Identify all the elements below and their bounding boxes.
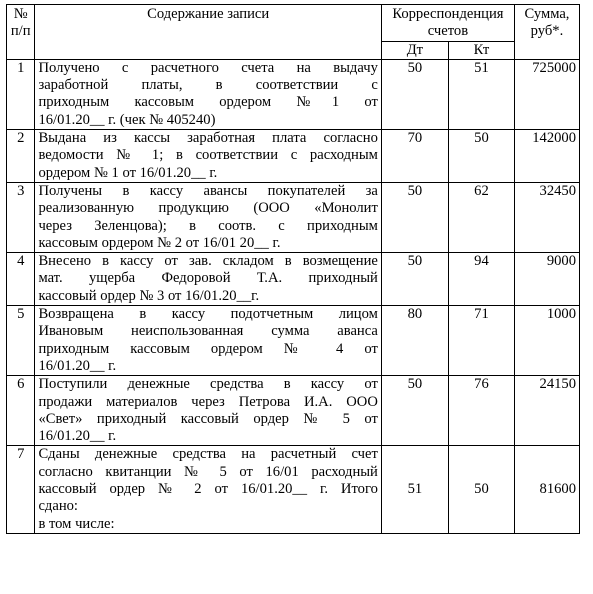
description-line: заработной платы, в соответствии с <box>38 77 378 94</box>
header-row <box>7 5 580 42</box>
table-body <box>7 59 580 533</box>
row-description <box>35 182 381 252</box>
row-amount: 81600 <box>514 446 579 533</box>
row-amount: 32450 <box>514 182 579 252</box>
table-row <box>7 253 580 306</box>
table-row <box>7 306 580 376</box>
row-number: 5 <box>7 306 35 376</box>
description-line: кассовым ордером № 2 от 16/01 20__ г. <box>38 234 281 251</box>
description-line: 16/01.20__ г. (чек № 405240) <box>38 111 216 128</box>
table-row <box>7 376 580 446</box>
row-description <box>35 376 381 446</box>
row-number: 7 <box>7 446 35 533</box>
row-amount: 9000 <box>514 253 579 306</box>
description-line: кассовый ордер № 3 от 16/01.20__г. <box>38 287 260 304</box>
description-line: Поступили денежные средства в кассу от <box>38 376 378 393</box>
description-line: приходным кассовым ордером №1 от <box>38 94 378 111</box>
row-description <box>35 253 381 306</box>
row-credit-account: 62 <box>448 182 514 252</box>
table-row <box>7 59 580 129</box>
header-sum-line2: руб*. <box>530 23 564 40</box>
header-correspondence <box>381 5 514 42</box>
description-line: реализованную продукцию (ООО «Монолит <box>38 200 378 217</box>
header-correspondence-line1: Корреспонденция <box>392 6 504 22</box>
description-line: мат. ущерба Федоровой Т.А. приходный <box>38 270 378 287</box>
table-row <box>7 130 580 183</box>
description-line: в том числе: <box>38 515 115 532</box>
header-sum <box>514 5 579 60</box>
row-description <box>35 306 381 376</box>
row-credit-account: 94 <box>448 253 514 306</box>
row-debit-account: 50 <box>381 182 448 252</box>
description-line: приходным кассовым ордером № 4 от <box>38 340 378 357</box>
row-number: 1 <box>7 59 35 129</box>
row-description <box>35 130 381 183</box>
row-credit-account: 71 <box>448 306 514 376</box>
table-row <box>7 182 580 252</box>
description-line: сдано: <box>38 498 78 515</box>
row-credit-account: 50 <box>448 446 514 533</box>
description-line: Внесено в кассу от зав. складом в возмещение <box>38 253 378 270</box>
description-line: 16/01.20__ г. <box>38 428 117 445</box>
header-credit: Кт <box>448 41 514 59</box>
description-line: Возвращена в кассу подотчетным лицом <box>38 306 378 323</box>
row-description <box>35 446 381 533</box>
cash-ledger-table <box>6 4 580 534</box>
table-row <box>7 446 580 533</box>
description-line: через Зеленцова); в соотв. с приходным <box>38 217 378 234</box>
row-amount: 1000 <box>514 306 579 376</box>
table-header <box>7 5 580 60</box>
row-debit-account: 50 <box>381 59 448 129</box>
header-content: Содержание записи <box>35 5 381 60</box>
description-line: Получены в кассу авансы покупателей за <box>38 182 378 199</box>
description-line: 16/01.20__ г. <box>38 357 117 374</box>
description-line: Выдана из кассы заработная плата согласно <box>38 130 378 147</box>
row-credit-account: 51 <box>448 59 514 129</box>
row-credit-account: 50 <box>448 130 514 183</box>
description-line: «Свет» приходный кассовый ордер № 5 от <box>38 410 378 427</box>
row-credit-account: 76 <box>448 376 514 446</box>
row-number: 4 <box>7 253 35 306</box>
description-line: Сданы денежные средства на расчетный счет <box>38 446 378 463</box>
row-number: 2 <box>7 130 35 183</box>
header-correspondence-line2: счетов <box>427 23 469 40</box>
row-debit-account: 51 <box>381 446 448 533</box>
row-number: 6 <box>7 376 35 446</box>
header-number-line2: п/п <box>10 23 31 40</box>
row-debit-account: 50 <box>381 253 448 306</box>
description-line: Получено с расчетного счета на выдачу <box>38 59 378 76</box>
row-amount: 725000 <box>514 59 579 129</box>
row-number: 3 <box>7 182 35 252</box>
description-line: Ивановым неиспользованная сумма аванса <box>38 323 378 340</box>
row-debit-account: 70 <box>381 130 448 183</box>
description-line: согласно квитанции № 5 от 16/01 расходный <box>38 463 378 480</box>
description-line: продажи материалов через Петрова И.А. ООО <box>38 393 378 410</box>
header-debit: Дт <box>381 41 448 59</box>
description-line: ведомости № 1; в соответствии с расходным <box>38 147 378 164</box>
row-description <box>35 59 381 129</box>
row-amount: 142000 <box>514 130 579 183</box>
header-number-line1: № <box>13 6 28 22</box>
description-line: кассовый ордер № 2 от 16/01.20__ г. Итого <box>38 481 378 498</box>
header-number <box>7 5 35 60</box>
row-debit-account: 50 <box>381 376 448 446</box>
row-debit-account: 80 <box>381 306 448 376</box>
description-line: ордером № 1 от 16/01.20__ г. <box>38 164 218 181</box>
header-sum-line1: Сумма, <box>524 6 570 22</box>
row-amount: 24150 <box>514 376 579 446</box>
